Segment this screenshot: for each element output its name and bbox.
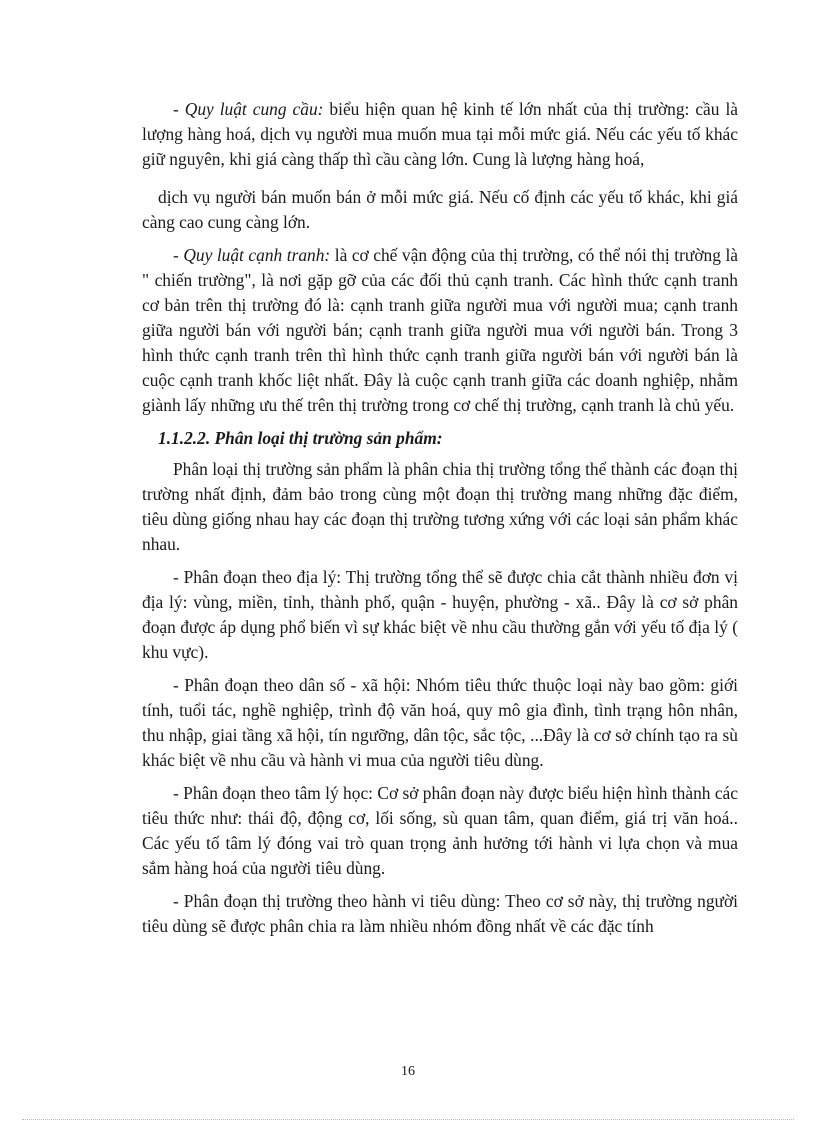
supply-demand-law-text: biểu hiện quan hệ kinh tế lớn nhất của thị trường: cầu là lượng hàng hoá, dịch vụ người mua muốn mua tại mỗi mức giá. Nếu các yếu tố khác giữ nguyên, khi giá càng thấp thì cầu càng lớn. Cung là lượng hàng hoá, [142,99,738,169]
paragraph-psychographic-segmentation: - Phân đoạn theo tâm lý học: Cơ sở phân đoạn này được biểu hiện hình thành các tiêu thức như: thái độ, động cơ, lối sống, sù quan tâm, quan điểm, giá trị văn hoá.. Các yếu tố tâm lý đóng vai trò quan trọng ảnh hưởng tới hành vi lựa chọn và mua sắm hàng hoá của người tiêu dùng. [142,783,738,878]
competition-law-text: là cơ chế vận động của thị trường, có thể nói thị trường là " chiến trường", là nơi gặp gỡ của các đối thủ cạnh tranh. Các hình thức cạnh tranh cơ bản trên thị trường đó là: cạnh tranh giữa người mua với người mua; cạnh tranh giữa người bán với người bán; cạnh tranh giữa người mua với người bán. Trong 3 hình thức cạnh tranh trên thì hình thức cạnh tranh giữa người bán với người bán là cuộc cạnh tranh khốc liệt nhất. Đây là cuộc cạnh tranh giữa các doanh nghiệp, nhằm giành lấy những ưu thế trên thị trường trong cơ chế thị trường, cạnh tranh là chủ yếu. [142,245,738,415]
paragraph-geographic-segmentation: - Phân đoạn theo địa lý: Thị trường tổng thể sẽ được chia cắt thành nhiều đơn vị địa lý: vùng, miền, tỉnh, thành phố, quận - huyện, phường - xã.. Đây là cơ sở phân đoạn được áp dụng phổ biến vì sự khác biệt về nhu cầu thường gắn với yếu tố địa lý ( khu vực). [142,567,738,662]
section-heading: 1.1.2.2. Phân loại thị trường sản phẩm: [158,428,443,448]
paragraph-supply-demand-continued: dịch vụ người bán muốn bán ở mỗi mức giá. Nếu cố định các yếu tố khác, khi giá càng cao cung càng lớn. [142,187,738,232]
paragraph-competition-law [142,243,738,418]
paragraph-behavioral-segmentation: - Phân đoạn thị trường theo hành vi tiêu dùng: Theo cơ sở này, thị trường người tiêu dùng sẽ được phân chia ra làm nhiều nhóm đồng nhất về các đặc tính [142,891,738,936]
page-number: 16 [401,1064,415,1079]
competition-law-label: - Quy luật cạnh tranh: [173,245,331,265]
supply-demand-law-label: - Quy luật cung cầu: [173,99,324,119]
footer-divider [22,1119,794,1120]
paragraph-supply-demand-law [142,97,738,172]
body-text [142,97,738,947]
paragraph-market-classification: Phân loại thị trường sản phẩm là phân chia thị trường tổng thể thành các đoạn thị trường nhất định, đảm bảo trong cùng một đoạn thị trường mang những đặc điểm, tiêu dùng giống nhau hay các đoạn thị trường tương xứng với các loại sản phẩm khác nhau. [142,459,738,554]
paragraph-demographic-segmentation: - Phân đoạn theo dân số - xã hội: Nhóm tiêu thức thuộc loại này bao gồm: giới tính, tuổi tác, nghề nghiệp, trình độ văn hoá, quy mô gia đình, tình trạng hôn nhân, thu nhập, giai tầng xã hội, tín ngưỡng, dân tộc, sắc tộc, ...Đây là cơ sở chính tạo ra sù khác biệt về nhu cầu và hành vi mua của người tiêu dùng. [142,675,738,770]
